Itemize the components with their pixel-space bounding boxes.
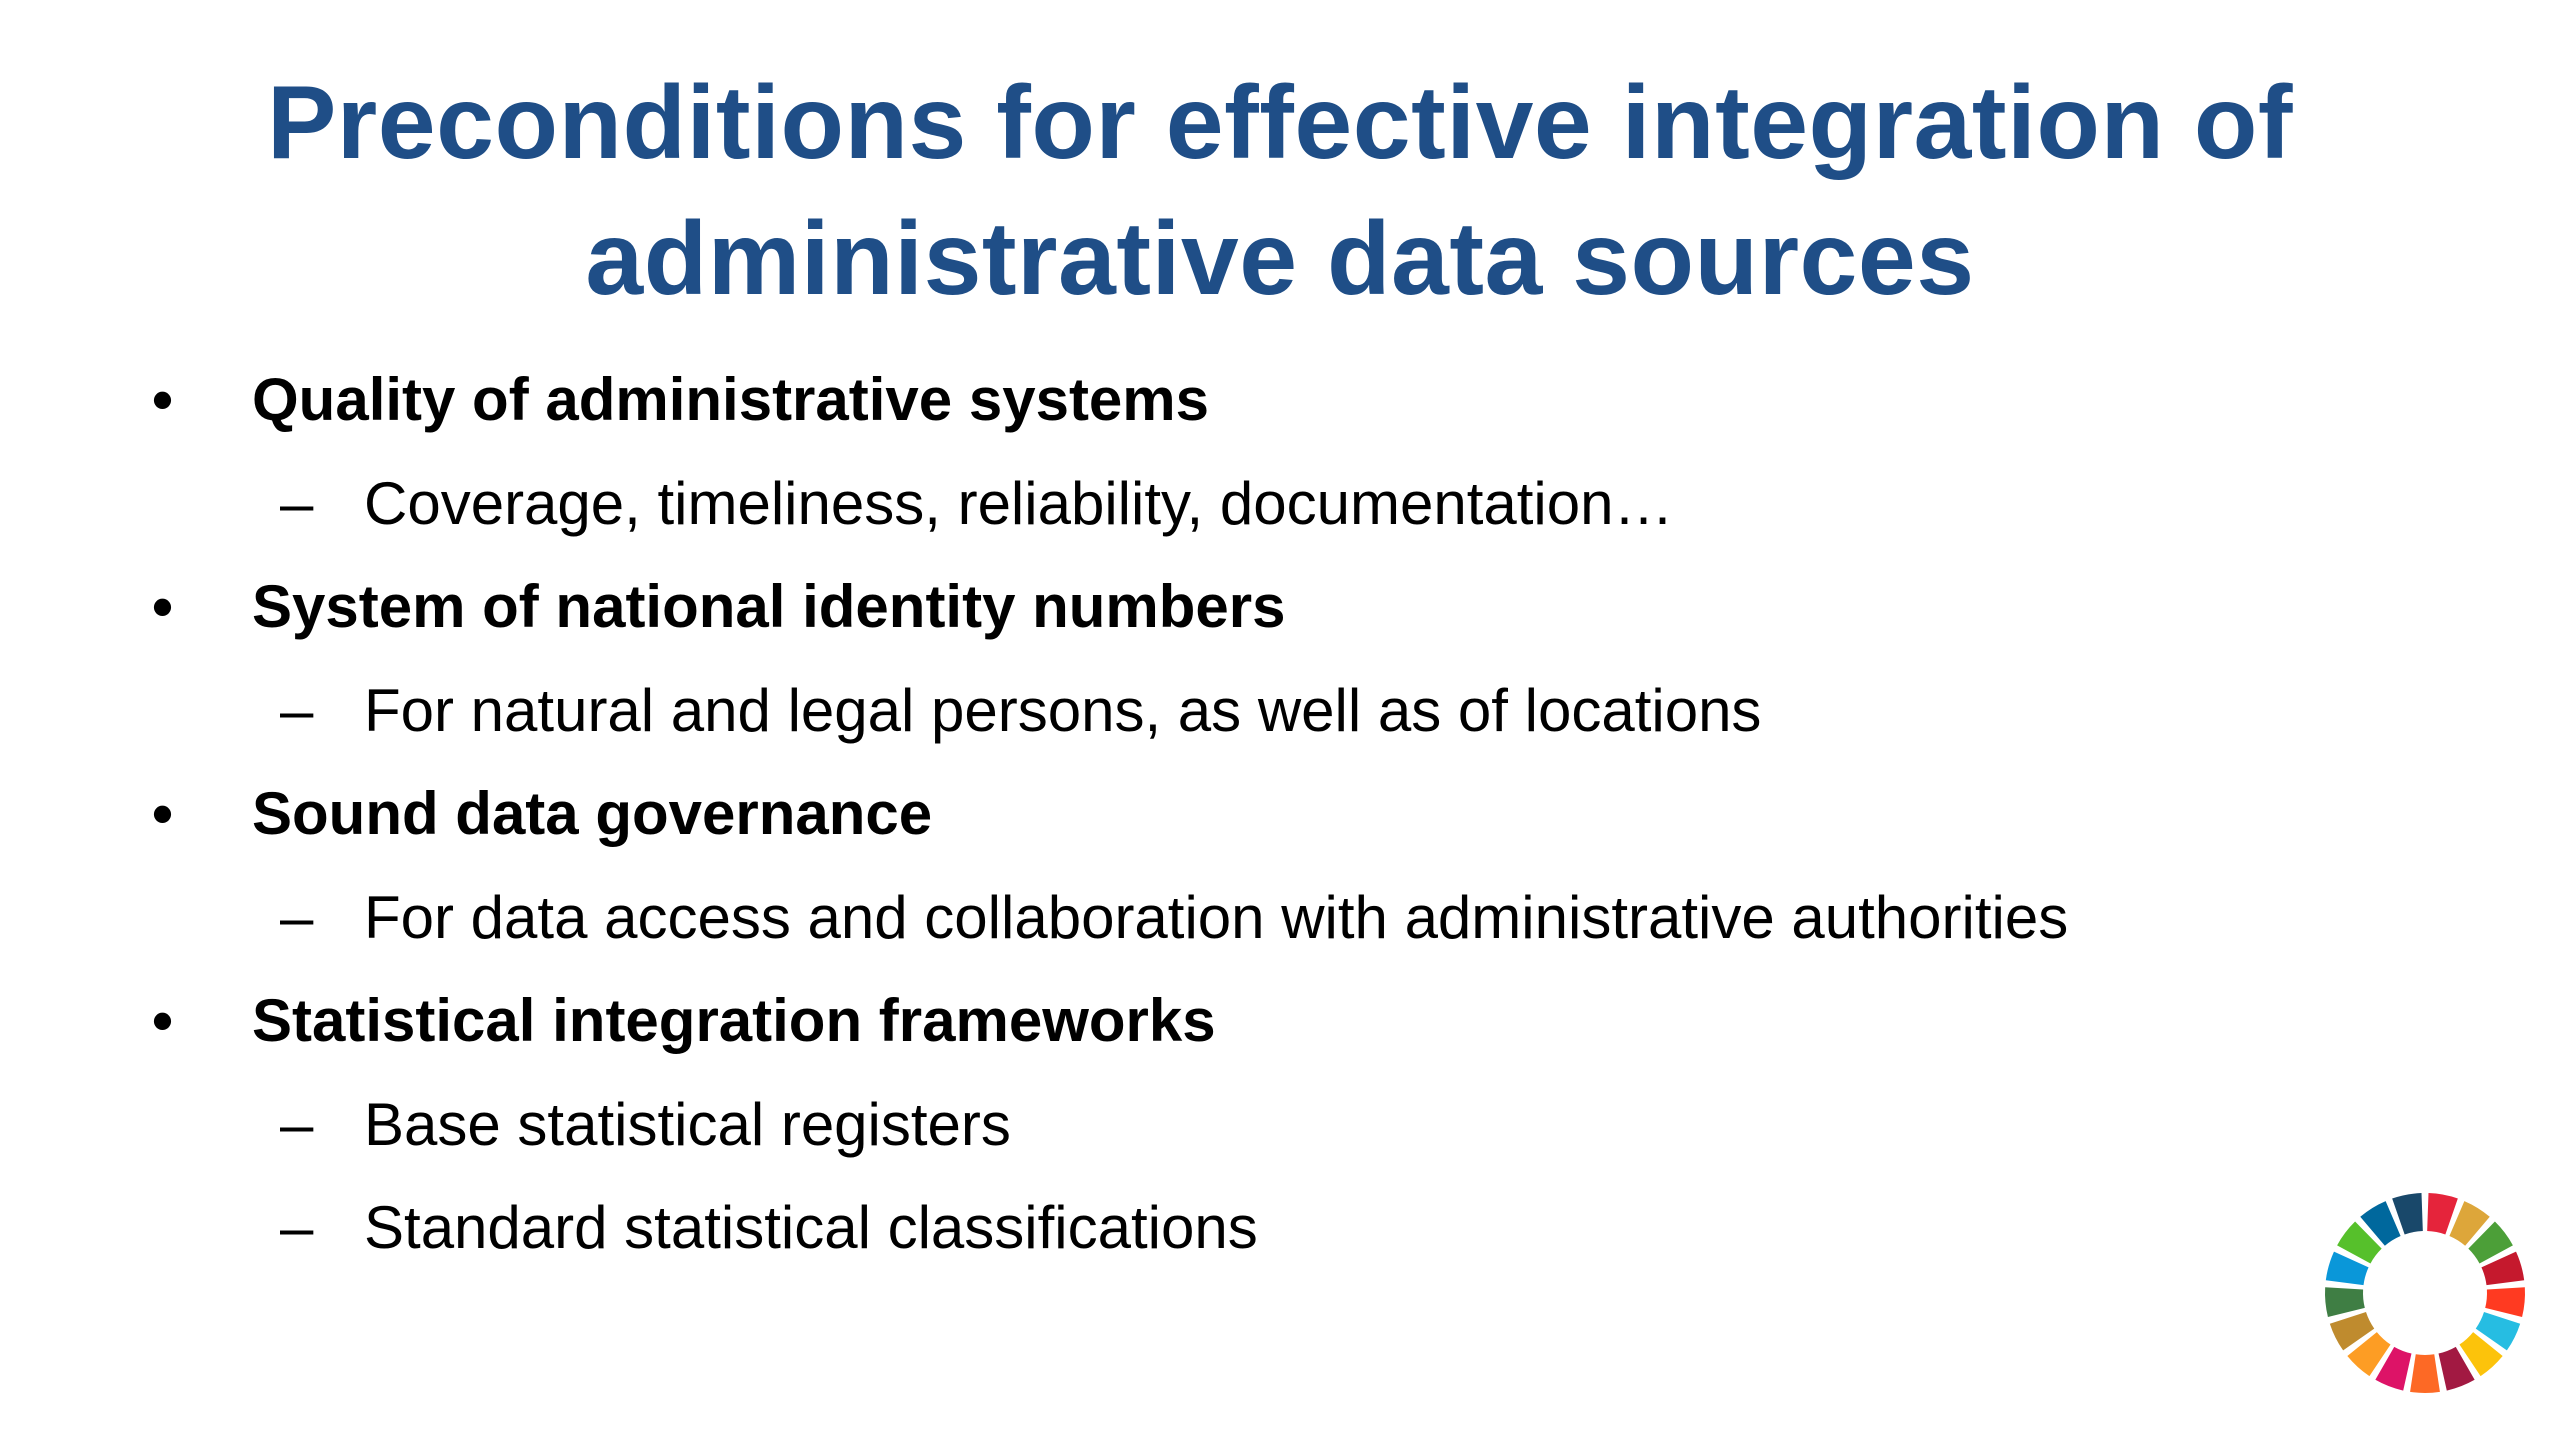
dash-marker: – — [280, 1194, 314, 1261]
sub-bullet-text: Standard statistical classifications — [364, 1194, 1258, 1261]
bullet-marker: • — [152, 987, 174, 1054]
slide-title-line-2: administrative data sources — [585, 201, 1975, 317]
sdg-wheel-segment — [2485, 1287, 2525, 1317]
bullet-text: System of national identity numbers — [252, 573, 1286, 640]
sdg-wheel-segment — [2325, 1287, 2365, 1317]
sub-bullet-text: Base statistical registers — [364, 1091, 1011, 1158]
dash-marker: – — [280, 677, 314, 744]
sub-bullet-text: For natural and legal persons, as well as of locations — [364, 677, 1762, 744]
sub-bullet-text: Coverage, timeliness, reliability, documentation… — [364, 470, 1674, 537]
bullet-marker: • — [152, 780, 174, 847]
dash-marker: – — [280, 884, 314, 951]
bullet-text: Sound data governance — [252, 780, 933, 847]
bullet-marker: • — [152, 573, 174, 640]
bullet-marker: • — [152, 366, 174, 433]
slide-title-line-1: Preconditions for effective integration of — [266, 65, 2294, 181]
sdg-wheel-segment — [2410, 1354, 2440, 1393]
dash-marker: – — [280, 1091, 314, 1158]
bullet-text: Quality of administrative systems — [252, 366, 1210, 433]
sub-bullet-text: For data access and collaboration with administrative authorities — [364, 884, 2069, 951]
bullet-text: Statistical integration frameworks — [252, 987, 1216, 1054]
dash-marker: – — [280, 470, 314, 537]
sdg-wheel-icon — [2320, 1188, 2530, 1398]
